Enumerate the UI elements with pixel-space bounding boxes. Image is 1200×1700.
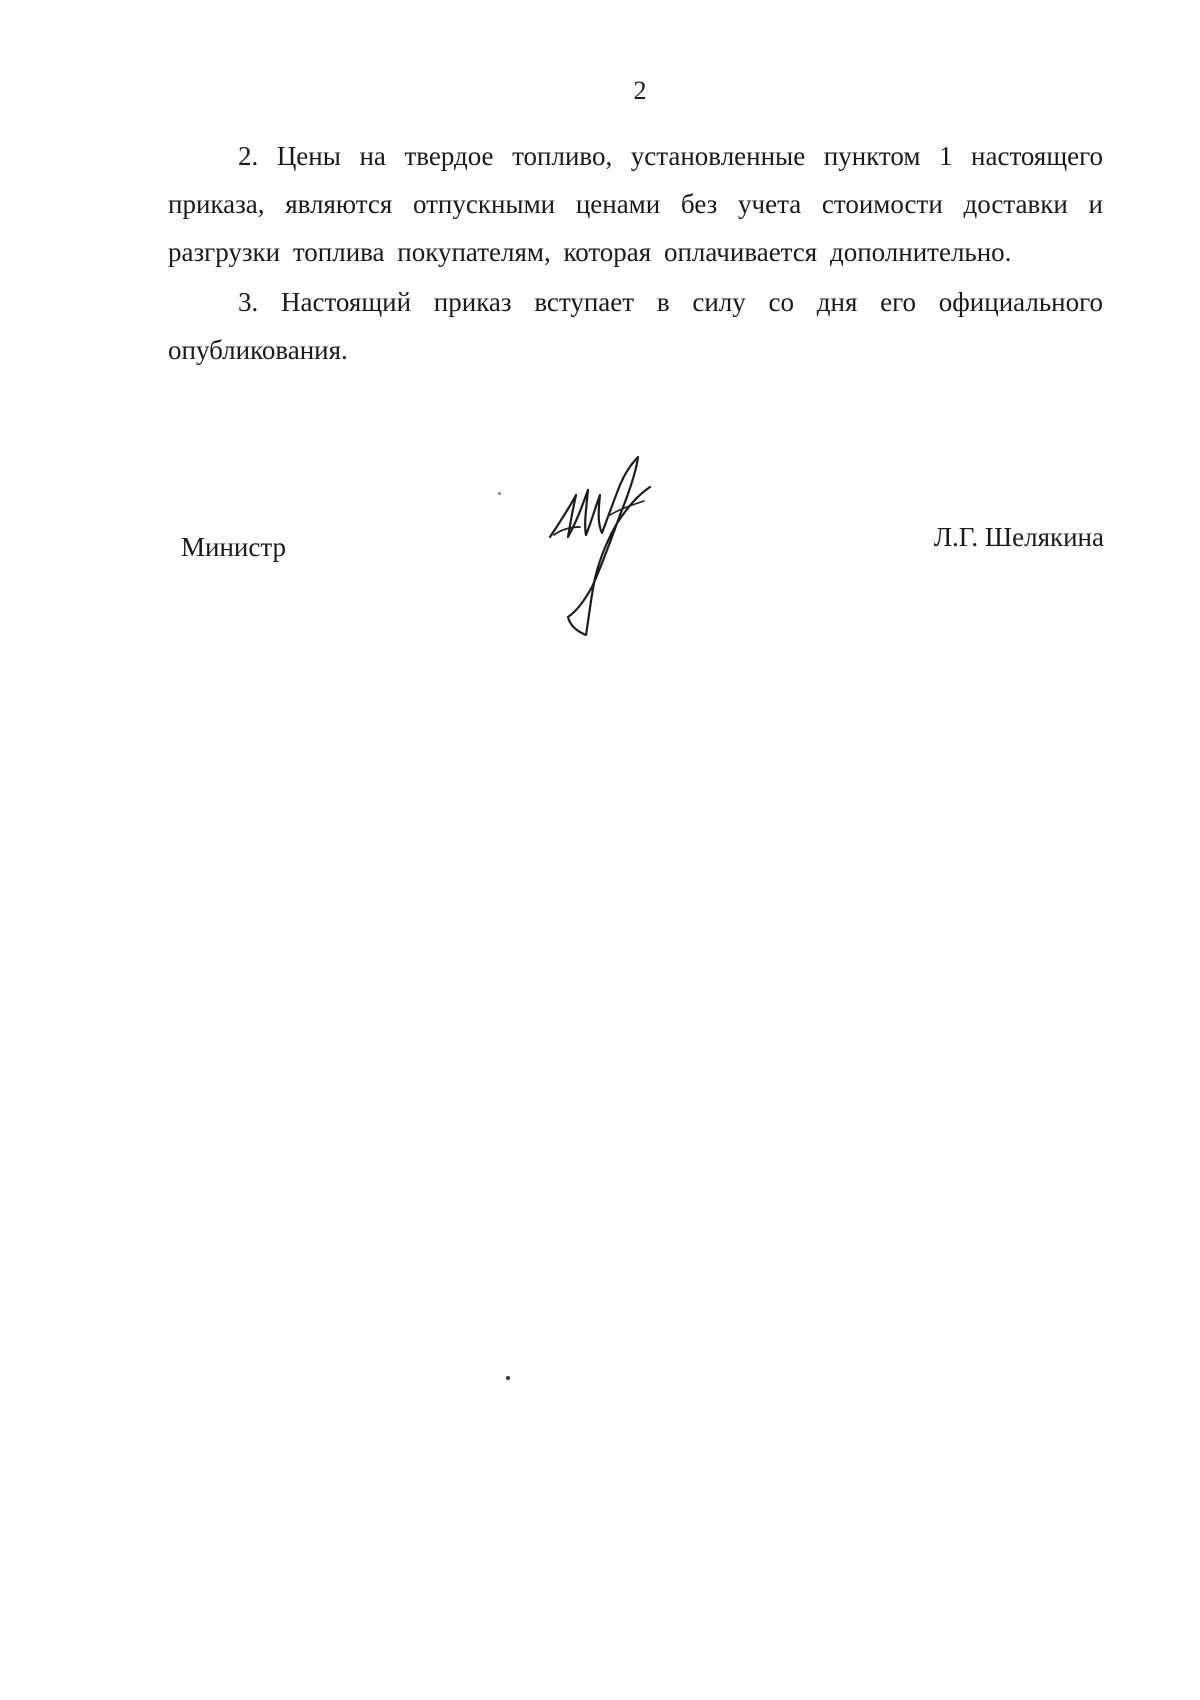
signer-name: Л.Г. Шелякина: [933, 522, 1104, 552]
scan-speck: [498, 492, 501, 495]
paragraph-3: 3. Настоящий приказ вступает в силу со дня его официального опубликования.: [168, 287, 1103, 365]
page-number: 2: [633, 76, 647, 105]
signature-block: [0, 450, 1200, 670]
handwritten-signature: [540, 455, 670, 645]
document-body: [168, 132, 1103, 376]
position-title: Министр: [181, 532, 286, 562]
paragraph-2: 2. Цены на твердое топливо, установленные пунктом 1 настоящего приказа, являются отпускными ценами без учета стоимости доставки и разгрузки топлива покупателям, которая оплачивается дополнительно.: [168, 141, 1103, 267]
scan-speck: [506, 1376, 510, 1380]
